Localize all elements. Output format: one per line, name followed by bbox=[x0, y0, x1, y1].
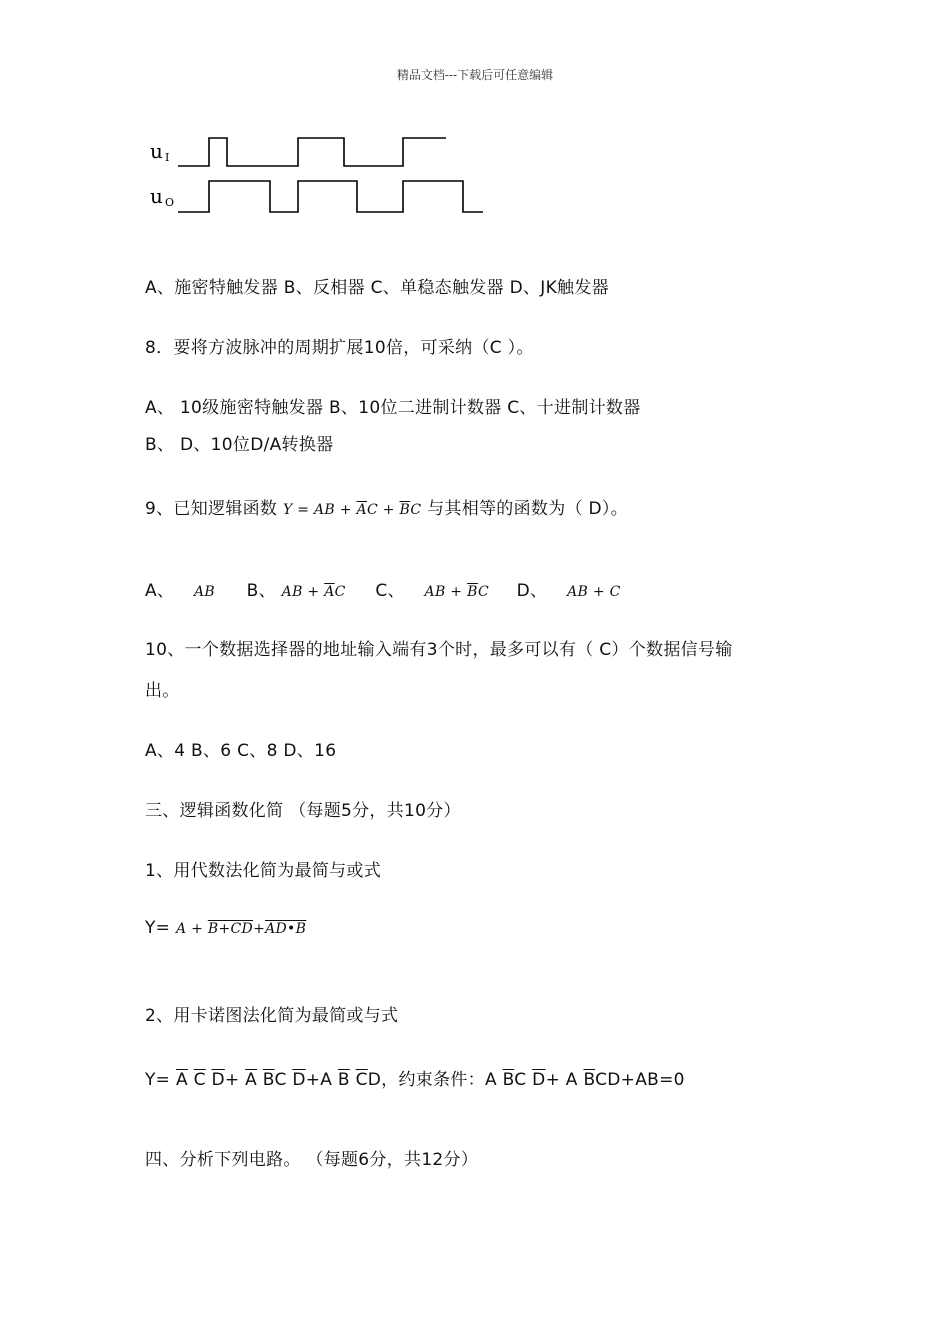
q9-option-c: AB + $\overline{B}C$ bbox=[424, 584, 489, 600]
s3-q2-constraint-expression: A $\overline{B}C$ $\overline{D}+ A$ $\overline{B}CD+AB=0$ bbox=[484, 1070, 685, 1090]
q7-options: A、施密特触发器 B、反相器 C、单稳态触发器 D、JK触发器 bbox=[145, 278, 609, 298]
q8-options-2: B、 D、10位D/A转换器 bbox=[145, 435, 334, 455]
section-3-title: 三、逻辑函数化简 （每题5分，共10分） bbox=[145, 801, 461, 821]
q9-prefix: 9、已知逻辑函数 bbox=[145, 499, 278, 519]
q9-option-d: AB + C bbox=[567, 584, 621, 600]
q10-text-1: 10、一个数据选择器的地址输入端有3个时，最多可以有（ C）个数据信号输 bbox=[145, 640, 733, 660]
q10-options: A、4 B、6 C、8 D、16 bbox=[145, 741, 337, 761]
ui-label: u bbox=[150, 139, 163, 163]
s3-q1-text: 1、用代数法化简为最简与或式 bbox=[145, 861, 382, 881]
q10-text-2: 出。 bbox=[145, 681, 180, 701]
waveform-diagram bbox=[0, 0, 950, 240]
s3-q1-expression: A + B+CD+AD•B bbox=[175, 921, 307, 937]
q9-options: A、 AB B、 AB + $\overline{A}C$ C、 AB + $\overline{B}C$ D、 AB + C bbox=[145, 581, 621, 601]
q9-text bbox=[145, 494, 628, 519]
uo-label: u bbox=[150, 184, 163, 208]
s3-q2-text: 2、用卡诺图法化简为最简或与式 bbox=[145, 1006, 399, 1026]
ui-subscript: I bbox=[165, 151, 170, 164]
page-header: 精品文档---下载后可任意编辑 bbox=[396, 68, 554, 82]
s3-q1-formula: Y= A + B+CD+AD•B bbox=[145, 918, 307, 938]
s3-q2-expression: $\overline{A}$ $\overline{C}$ $\overline{D}+ \overline{A}$ $\overline{B}C$ $\overline{D}+A$ $\overline{B}$ $\overline{C}D$ bbox=[175, 1070, 382, 1090]
q8-options-1: A、 10级施密特触发器 B、10位二进制计数器 C、十进制计数器 bbox=[145, 398, 641, 418]
q9-expression: Y = AB + $\overline{A}C + \overline{B}C$ bbox=[282, 502, 422, 518]
ui-waveform bbox=[178, 138, 446, 166]
q9-suffix: 与其相等的函数为（ D）。 bbox=[427, 499, 629, 519]
uo-subscript: O bbox=[165, 196, 175, 209]
section-4-title: 四、分析下列电路。 （每题6分，共12分） bbox=[145, 1150, 479, 1170]
q9-option-b: AB + $\overline{A}C$ bbox=[281, 584, 346, 600]
q8-text: 8．要将方波脉冲的周期扩展10倍，可采纳（C ）。 bbox=[145, 338, 534, 358]
s3-q2-formula: $Y= \overline{A}$ $\overline{C}$ $\overline{D}+ \overline{A}$ $\overline{B}C$ $\overline{D}+A$ $\overline{B}$ $\overline{C}D$，约束条件：A $\overline{B}C$ $\overline{D}+ A$ $\overline{B}CD+AB=0$ bbox=[145, 1070, 685, 1090]
uo-waveform bbox=[178, 181, 483, 212]
q9-option-a: AB bbox=[193, 584, 215, 600]
